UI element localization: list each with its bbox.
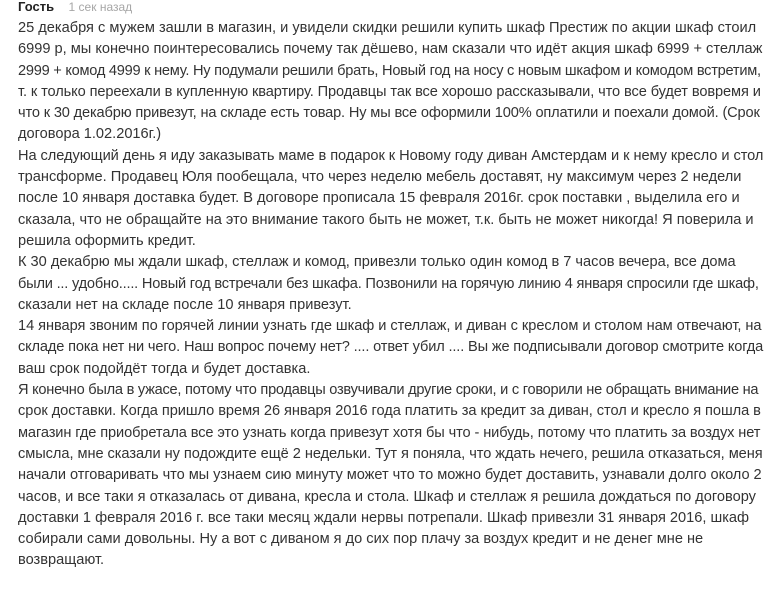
comment-line: что к 30 декабрю привезут, на складе есть товар. Ну мы все оформили 100% оплатили и поехали домой. (Срок bbox=[18, 105, 760, 122]
comment-line: Я конечно была в ужасе, потому что продавцы озвучивали другие сроки, и с говорили не обращать внимание на bbox=[18, 382, 759, 399]
comment-line: смысла, мне сказали ну подождите ещё 2 недельки. Тут я поняла, что ждать нечего, решила отказаться, меня bbox=[18, 445, 763, 462]
comment-line: складе пока нет ни чего. Наш вопрос почему нет? .... ответ убил .... Вы же подписывали договор смотрите когда bbox=[18, 339, 764, 356]
comment-line: доставки 1 февраля 2016 г. все таки месяц ждали нервы потрепали. Шкаф привезли 31 января 2016, шкаф bbox=[18, 509, 750, 526]
comment-line: сказали нет на складе после 10 января привезут. bbox=[18, 296, 352, 313]
comment-line: решила оформить кредит. bbox=[18, 232, 196, 249]
comment-header bbox=[18, 0, 132, 14]
comment-line: магазин где приобретала все это узнать когда привезут хотя бы что - нибудь, потому что платить за воздух нет bbox=[18, 424, 761, 441]
comment-line: 6999 р, мы конечно поинтересовались почему так дёшево, нам сказали что идёт акция шкаф 6999 + стеллаж bbox=[18, 41, 763, 58]
comment-line: 14 января звоним по горячей линии узнать где шкаф и стеллаж, и диван с креслом и столом нам отвечают, на bbox=[18, 318, 762, 335]
comment-line: срок доставки. Когда пришло время 26 января 2016 года платить за кредит за диван, стол и кресло я пошла в bbox=[18, 403, 761, 420]
comment-line: после 10 января доставка будет. В договоре прописала 15 февраля 2016г. срок поставки , выделила его и bbox=[18, 190, 740, 207]
comment-line: возвращают. bbox=[18, 552, 105, 569]
comment-line: т. к только переехали в купленную квартиру. Продавцы так все хорошо рассказывали, что все будет вовремя и bbox=[18, 83, 761, 100]
comment-line: 2999 + комод 4999 к нему. Ну подумали решили брать, Новый год на носу с новым шкафом и комодом встретим, bbox=[18, 62, 761, 79]
comment-body bbox=[18, 18, 764, 572]
comment-line: К 30 декабрю мы ждали шкаф, стеллаж и комод, привезли только один комод в 7 часов вечера, все дома bbox=[18, 254, 736, 271]
comment-line: ваш срок подойдёт тогда и будет доставка. bbox=[18, 360, 311, 377]
comment-line: были ... удобно..... Новый год встречали без шкафа. Позвонили на горячую линию 4 января спросили где шкаф, bbox=[18, 275, 759, 292]
comment-line: договора 1.02.2016г.) bbox=[18, 126, 162, 143]
comment-line: На следующий день я иду заказывать маме в подарок к Новому году диван Амстердам и к нему кресло и стол bbox=[18, 147, 764, 164]
comment-line: часов, и все таки я отказалась от дивана, кресла и стола. Шкаф и стеллаж я решила дождаться по договору bbox=[18, 488, 756, 505]
comment-line: сказала, что не обращайте на это внимание такого быть не может, т.к. быть не может никогда! Я поверила и bbox=[18, 211, 754, 228]
comment-line: 25 декабря с мужем зашли в магазин, и увидели скидки решили купить шкаф Престиж по акции шкаф стоил bbox=[18, 20, 757, 36]
comment-timestamp: 1 сек назад bbox=[68, 0, 133, 14]
comment-author[interactable]: Гость bbox=[18, 0, 55, 14]
comment-line: собирали сами довольны. Ну а вот с диваном я до сих пор плачу за воздух кредит и не денег мне не bbox=[18, 531, 704, 548]
comment-line: трансформе. Продавец Юля пообещала, что через неделю мебель доставят, ну максимум через 2 недели bbox=[18, 169, 742, 186]
comment-line: начали отговаривать что мы узнаем сию минуту может что то можно будет доставить, узнавали долго около 2 bbox=[18, 467, 762, 484]
